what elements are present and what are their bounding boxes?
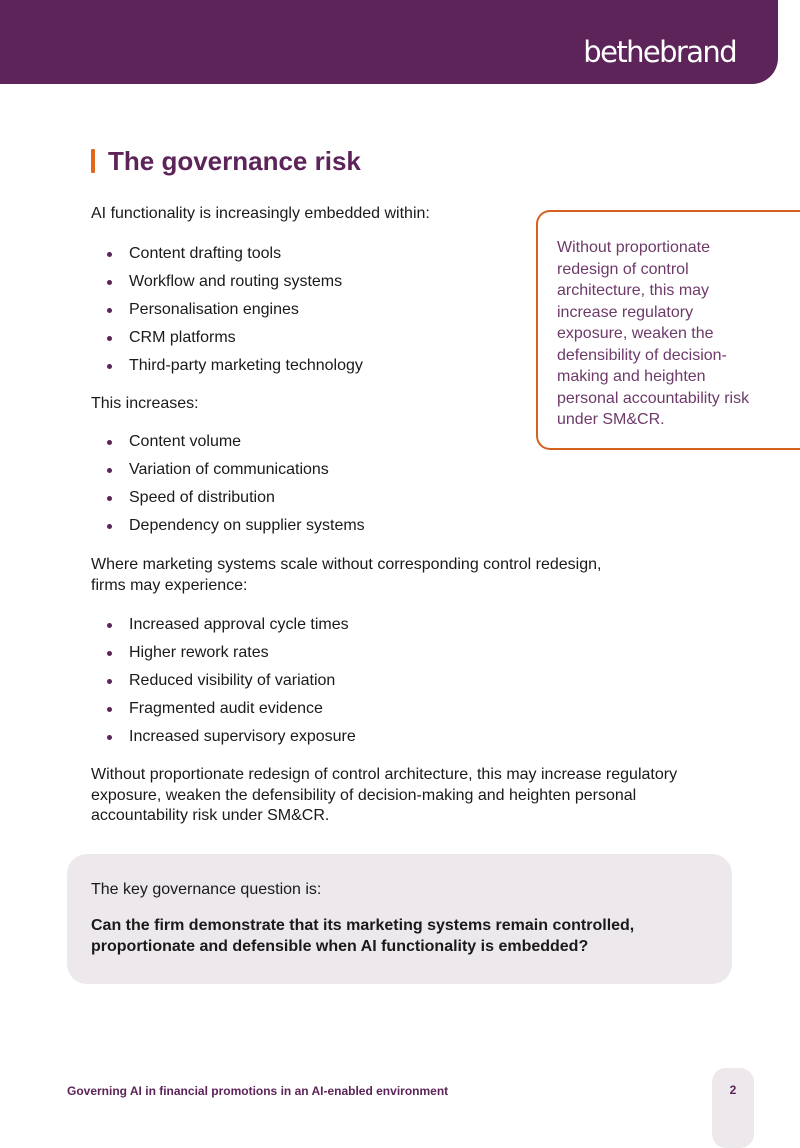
bullet-icon bbox=[107, 496, 112, 501]
list-item: Content drafting tools bbox=[91, 244, 711, 272]
bullet-icon bbox=[107, 440, 112, 445]
bullet-icon bbox=[107, 679, 112, 684]
list-item: Fragmented audit evidence bbox=[91, 699, 711, 727]
where-text: Where marketing systems scale without corresponding control redesign, firms may experience: bbox=[91, 556, 602, 594]
brand-logo: bethebrand bbox=[583, 35, 736, 69]
question-label: The key governance question is: bbox=[91, 881, 322, 898]
bullet-icon bbox=[107, 280, 112, 285]
list-item: Variation of communications bbox=[91, 460, 711, 488]
key-question-box bbox=[67, 854, 732, 984]
bullet-icon bbox=[107, 707, 112, 712]
list-item: Personalisation engines bbox=[91, 300, 711, 328]
bullet-icon bbox=[107, 364, 112, 369]
experience-list bbox=[91, 615, 711, 755]
bullet-icon bbox=[107, 623, 112, 628]
list-item: Higher rework rates bbox=[91, 643, 711, 671]
bullet-icon bbox=[107, 336, 112, 341]
list-item: Workflow and routing systems bbox=[91, 272, 711, 300]
increases-label: This increases: bbox=[91, 394, 199, 412]
list-item: Third-party marketing technology bbox=[91, 356, 711, 384]
footer-title: Governing AI in financial promotions in an AI-enabled environment bbox=[67, 1084, 449, 1098]
section-heading bbox=[91, 146, 361, 176]
page-number: 2 bbox=[729, 1083, 737, 1097]
list-item: Increased supervisory exposure bbox=[91, 727, 711, 755]
bullet-icon bbox=[107, 524, 112, 529]
bullet-icon bbox=[107, 651, 112, 656]
conclusion-text: Without proportionate redesign of control architecture, this may increase regulatory exposure, weaken the defensibility of decision-making and heighten personal accountability risk under SM&CR. bbox=[91, 766, 678, 824]
bullet-icon bbox=[107, 735, 112, 740]
list-item: CRM platforms bbox=[91, 328, 711, 356]
list-item: Content volume bbox=[91, 432, 711, 460]
bullet-icon bbox=[107, 468, 112, 473]
list-item: Dependency on supplier systems bbox=[91, 516, 711, 544]
page-title: The governance risk bbox=[108, 146, 361, 176]
bullet-icon bbox=[107, 252, 112, 257]
page-number-tab bbox=[712, 1068, 754, 1148]
callout-text: Without proportionate redesign of control architecture, this may increase regulatory exposure, weaken the defensibility of decision-making and heighten personal accountability risk under SM&CR. bbox=[557, 239, 750, 428]
list-item: Increased approval cycle times bbox=[91, 615, 711, 643]
key-question: Can the firm demonstrate that its marketing systems remain controlled, proportionate and defensible when AI functionality is embedded? bbox=[91, 917, 635, 955]
list-item: Reduced visibility of variation bbox=[91, 671, 711, 699]
list-item: Speed of distribution bbox=[91, 488, 711, 516]
callout-box bbox=[536, 210, 800, 450]
header-band bbox=[0, 0, 778, 84]
bullet-icon bbox=[107, 308, 112, 313]
title-accent-bar bbox=[91, 149, 95, 173]
intro-text: AI functionality is increasingly embedded within: bbox=[91, 205, 430, 222]
